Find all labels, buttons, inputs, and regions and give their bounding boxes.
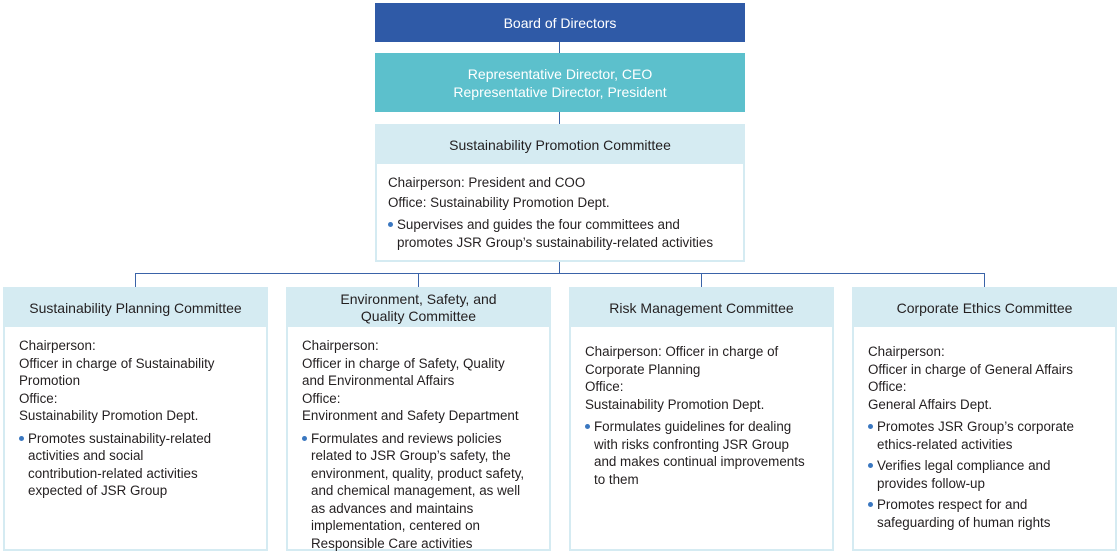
connector-drop-4 <box>984 273 985 287</box>
bullet-line: as advances and maintains <box>311 500 474 516</box>
environment-safety-quality-committee-box <box>286 287 551 551</box>
connector-spc-down <box>559 262 560 273</box>
chairperson-label: Chairperson: <box>19 338 96 353</box>
bullet-line: ethics-related activities <box>877 436 1013 452</box>
board-of-directors-box <box>375 3 745 42</box>
spc-title: Sustainability Promotion Committee <box>449 136 671 153</box>
chairperson-value: Officer in charge of Sustainability <box>19 355 215 371</box>
spc-bullet <box>388 216 733 251</box>
corporate-ethics-committee-box <box>852 287 1117 551</box>
connector-drop-2 <box>418 273 419 287</box>
bullet-line: Formulates and reviews policies <box>311 430 502 446</box>
bullet-line: provides follow-up <box>877 475 985 491</box>
bullet-line: and chemical management, as well <box>311 483 521 498</box>
committee-body <box>288 327 549 552</box>
ceo-line-2: Representative Director, President <box>453 83 667 100</box>
spc-body <box>377 164 743 251</box>
chairperson-value: Officer in charge of General Affairs <box>868 361 1073 377</box>
committee-body <box>854 327 1115 531</box>
chairperson-value: and Environmental Affairs <box>302 373 455 388</box>
ceo-president-box <box>375 53 745 112</box>
connector-horizontal <box>135 273 985 274</box>
committee-title: Risk Management Committee <box>609 299 794 316</box>
office-value: Environment and Safety Department <box>302 408 519 423</box>
committee-bullet <box>868 418 1105 453</box>
bullet-line: Responsible Care activities <box>311 535 473 551</box>
committee-body <box>571 327 832 488</box>
office-value: General Affairs Dept. <box>868 396 993 412</box>
committee-body <box>5 327 266 500</box>
spc-chairperson: Chairperson: President and COO <box>388 175 586 190</box>
bullet-line: with risks confronting JSR Group <box>594 436 789 452</box>
bullet-line: and makes continual improvements <box>594 454 805 469</box>
office-label: Office: <box>19 390 58 406</box>
spc-office: Office: Sustainability Promotion Dept. <box>388 194 610 210</box>
ceo-line-1: Representative Director, CEO <box>467 65 653 82</box>
chairperson-label: Chairperson: <box>868 344 945 359</box>
committee-bullet <box>19 430 256 500</box>
bullet-line: safeguarding of human rights <box>877 514 1051 530</box>
office-label: Office: <box>302 390 341 406</box>
committee-header <box>288 289 549 327</box>
office-value: Sustainability Promotion Dept. <box>585 396 765 412</box>
spc-bullet-line: promotes JSR Group’s sustainability-related activities <box>397 234 714 250</box>
chairperson-value: Corporate Planning <box>585 361 701 377</box>
bullet-line: expected of JSR Group <box>28 483 168 498</box>
office-label: Office: <box>585 379 624 394</box>
committee-title: Quality Committee <box>360 308 477 324</box>
bullet-line: environment, quality, product safety, <box>311 465 525 481</box>
committee-header <box>571 289 832 327</box>
committee-bullet <box>302 430 539 553</box>
connector-drop-3 <box>701 273 702 287</box>
risk-management-committee-box <box>569 287 834 551</box>
connector-ceo-spc <box>559 112 560 124</box>
spc-bullet-line: Supervises and guides the four committees and <box>397 217 680 232</box>
bullet-line: to them <box>594 471 639 487</box>
bullet-line: Promotes JSR Group’s corporate <box>877 419 1074 434</box>
committee-title: Sustainability Planning Committee <box>29 299 242 316</box>
connector-drop-1 <box>135 273 136 287</box>
connector-board-ceo <box>559 42 560 53</box>
board-label: Board of Directors <box>503 14 617 31</box>
bullet-line: Promotes respect for and <box>877 497 1028 512</box>
office-label: Office: <box>868 379 907 394</box>
committee-header <box>5 289 266 327</box>
bullet-line: related to JSR Group’s safety, the <box>311 448 511 463</box>
sustainability-planning-committee-box <box>3 287 268 551</box>
committee-bullet <box>585 418 822 488</box>
bullet-line: Verifies legal compliance and <box>877 458 1051 473</box>
spc-header <box>377 126 743 164</box>
committee-title: Environment, Safety, and <box>340 291 497 307</box>
bullet-line: contribution-related activities <box>28 465 198 481</box>
sustainability-promotion-committee-box <box>375 124 745 262</box>
chairperson-label: Chairperson: <box>302 338 379 353</box>
office-value: Sustainability Promotion Dept. <box>19 408 199 423</box>
bullet-line: Formulates guidelines for dealing <box>594 419 792 434</box>
committee-bullet <box>868 496 1105 531</box>
bullet-line: activities and social <box>28 448 144 463</box>
committee-title: Corporate Ethics Committee <box>896 299 1073 316</box>
committee-header <box>854 289 1115 327</box>
committee-bullet <box>868 457 1105 492</box>
chairperson-label: Chairperson: Officer in charge of <box>585 344 779 359</box>
chairperson-value: Promotion <box>19 373 81 388</box>
chairperson-value: Officer in charge of Safety, Quality <box>302 355 505 371</box>
bullet-line: Promotes sustainability-related <box>28 430 212 446</box>
bullet-line: implementation, centered on <box>311 518 480 533</box>
